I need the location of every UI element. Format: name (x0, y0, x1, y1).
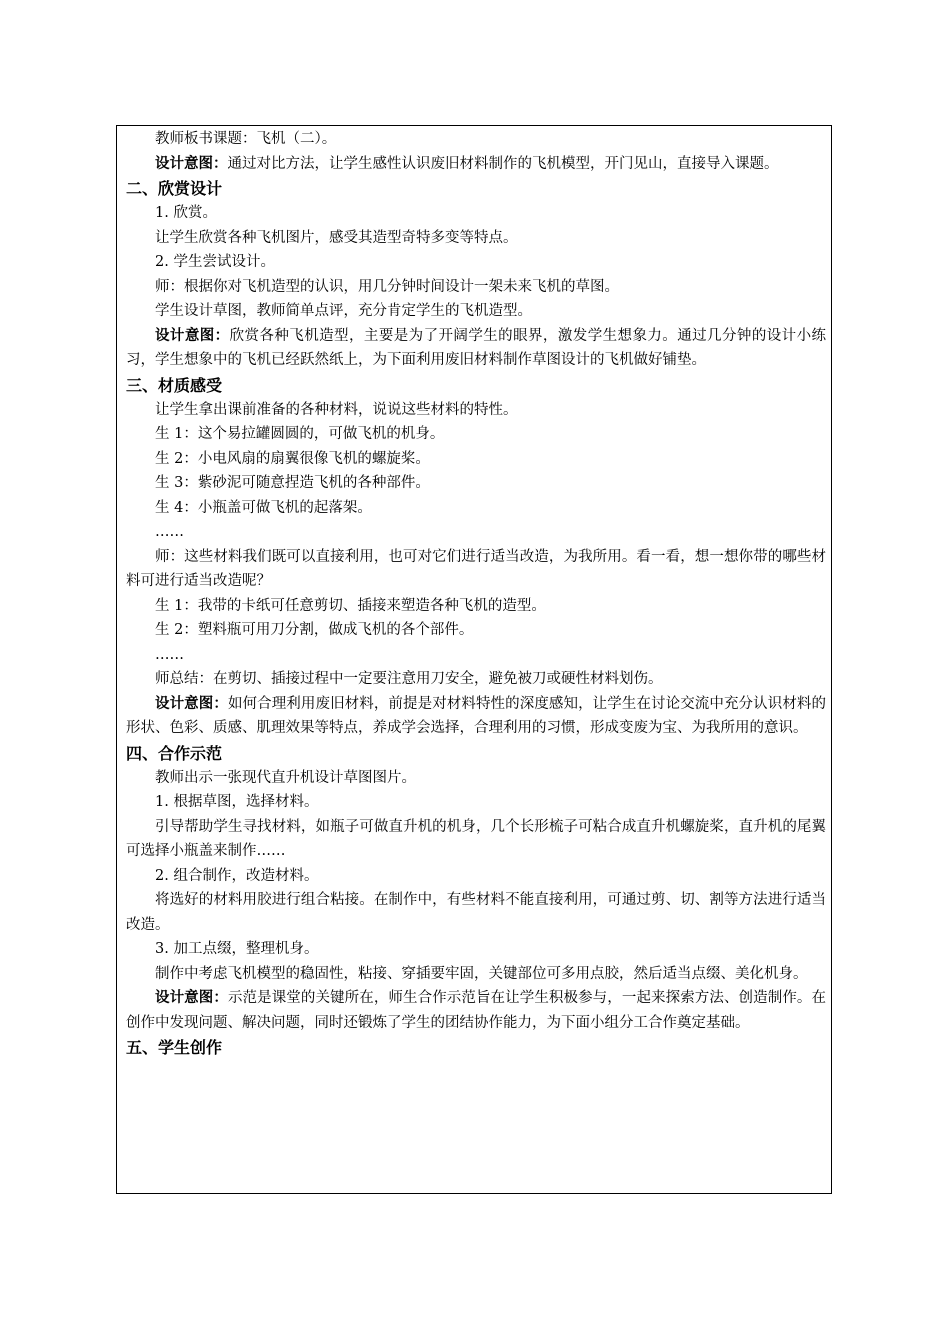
body-paragraph: 师总结：在剪切、插接过程中一定要注意用刀安全，避免被刀或硬性材料划伤。 (155, 671, 663, 687)
design-intent-paragraph (126, 986, 826, 1035)
body-paragraph: 2. 组合制作，改造材料。 (155, 867, 319, 884)
body-paragraph: 制作中考虑飞机模型的稳固性，粘接、穿插要牢固，关键部位可多用点胶，然后适当点缀、美化机身。 (155, 965, 808, 982)
design-intent-label: 设计意图： (155, 989, 228, 1006)
body-paragraph: 2. 学生尝试设计。 (155, 254, 275, 270)
body-paragraph: 生 2：小电风扇的扇翼很像飞机的螺旋桨。 (155, 450, 430, 467)
section-heading: 三、材质感受 (126, 375, 223, 395)
section-heading: 二、欣赏设计 (126, 179, 223, 198)
section-heading: 五、学生创作 (126, 1038, 223, 1057)
body-paragraph: 生 1：这个易拉罐圆圆的，可做飞机的机身。 (155, 426, 445, 442)
body-paragraph: 生 2：塑料瓶可用刀分割，做成飞机的各个部件。 (155, 622, 474, 638)
design-intent-paragraph (126, 152, 826, 177)
lesson-plan-body (126, 127, 826, 1060)
body-paragraph: 1. 欣赏。 (155, 205, 217, 221)
design-intent-text: 欣赏各种飞机造型，主要是为了开阔学生的眼界，激发学生想象力。通过几分钟的设计小练习，学生想象中的飞机已经跃然纸上，为下面利用废旧材料制作草图设计的飞机做好铺垫。 (126, 327, 827, 368)
body-paragraph: 师：这些材料我们既可以直接利用，也可对它们进行适当改造，为我所用。看一看，想一想你带的哪些材料可进行适当改造呢？ (126, 548, 826, 589)
design-intent-text: 通过对比方法，让学生感性认识废旧材料制作的飞机模型，开门见山，直接导入课题。 (227, 155, 779, 172)
body-paragraph: 让学生拿出课前准备的各种材料，说说这些材料的特性。 (155, 401, 518, 418)
body-paragraph: 将选好的材料用胶进行组合粘接。在制作中，有些材料不能直接利用，可通过剪、切、割等方法进行适当改造。 (126, 892, 826, 933)
body-paragraph: 3. 加工点缀，整理机身。 (155, 941, 319, 957)
design-intent-text: 示范是课堂的关键所在，师生合作示范旨在让学生积极参与，一起来探索方法、创造制作。在创作中发现问题、解决问题，同时还锻炼了学生的团结协作能力，为下面小组分工合作奠定基础。 (126, 990, 827, 1031)
body-paragraph: …… (155, 524, 184, 540)
design-intent-label: 设计意图： (155, 326, 230, 344)
body-paragraph: 教师出示一张现代直升机设计草图图片。 (155, 769, 416, 786)
design-intent-text: 如何合理利用废旧材料，前提是对材料特性的深度感知，让学生在讨论交流中充分认识材料的形状、色彩、质感、肌理效果等特点，养成学会选择，合理利用的习惯，形成变废为宝、为我所用的意识。 (126, 695, 827, 736)
body-paragraph: 引导帮助学生寻找材料，如瓶子可做直升机的机身，几个长形梳子可粘合成直升机螺旋桨，直升机的尾翼可选择小瓶盖来制作…… (126, 818, 826, 859)
body-paragraph: 教师板书课题：飞机（二）。 (155, 131, 337, 147)
body-paragraph: 学生设计草图，教师简单点评，充分肯定学生的飞机造型。 (155, 303, 532, 319)
design-intent-paragraph (126, 324, 826, 373)
design-intent-label: 设计意图： (155, 154, 228, 172)
body-paragraph: 师：根据你对飞机造型的认识，用几分钟时间设计一架未来飞机的草图。 (155, 278, 619, 295)
body-paragraph: 生 4：小瓶盖可做飞机的起落架。 (155, 499, 372, 516)
body-paragraph: 让学生欣赏各种飞机图片，感受其造型奇特多变等特点。 (155, 229, 518, 246)
body-paragraph: 1. 根据草图，选择材料。 (155, 794, 319, 810)
body-paragraph: 生 1：我带的卡纸可任意剪切、插接来塑造各种飞机的造型。 (155, 597, 546, 614)
design-intent-paragraph (126, 692, 826, 741)
design-intent-label: 设计意图： (155, 694, 228, 712)
section-heading: 四、合作示范 (126, 743, 223, 763)
body-paragraph: 生 3：紫砂泥可随意捏造飞机的各种部件。 (155, 475, 430, 491)
body-paragraph: …… (155, 646, 184, 663)
